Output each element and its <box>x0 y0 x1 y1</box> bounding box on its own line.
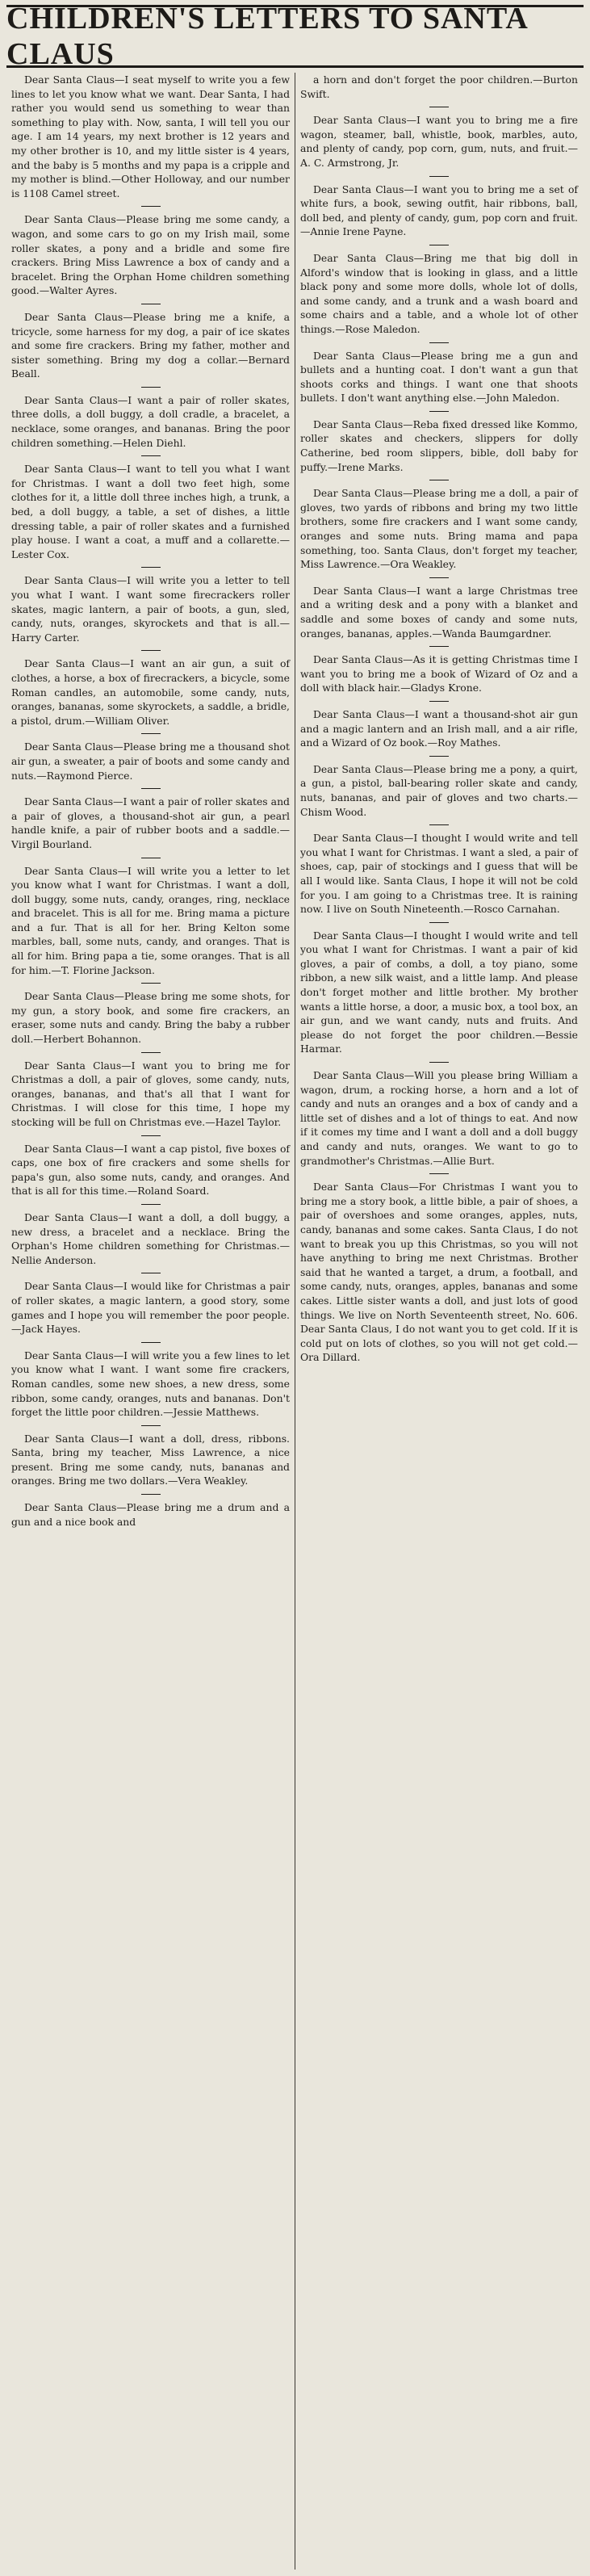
letter-separator <box>141 1342 161 1343</box>
letter-separator <box>429 756 449 757</box>
letter-separator <box>141 455 161 456</box>
letter-separator <box>429 922 449 923</box>
letter-paragraph: Dear Santa Claus—I want an air gun, a suit of clothes, a horse, a box of firecrackers, a bicycle, some Roman candles, an automobile, some candy, nuts, oranges, bananas, some skyrockets, a saddle, a bridle, a pistol, drum.—William Oliver. <box>11 657 290 727</box>
letter-separator <box>429 577 449 578</box>
letter-separator <box>429 176 449 177</box>
letter-paragraph: Dear Santa Claus—Please bring me a knife, a tricycle, some harness for my dog, a pair of ice skates and some fire crackers. Bring my father, mother and sister something. Bring my dog a collar.—Bernard Beall. <box>11 310 290 380</box>
letter-paragraph: a horn and don't forget the poor children.—Burton Swift. <box>300 73 578 100</box>
letter-paragraph: Dear Santa Claus—As it is getting Christmas time I want you to bring me a book of Wizard of Oz and a doll with black hair.—Gladys Krone. <box>300 653 578 694</box>
letter-paragraph: Dear Santa Claus—I want you to bring me a set of white furs, a book, sewing outfit, hair ribbons, ball, doll bed, and plenty of candy, gum, pop corn and fruit.—Annie Irene Payne. <box>300 183 578 238</box>
letter-paragraph: Dear Santa Claus—I will write you a letter to let you know what I want for Christmas. I want a doll, doll buggy, some nuts, candy, oranges, ring, necklace and bracelet. This is all for me. Bring mama a picture and a fur. That is all for her. Bring Kelton some marbles, ball, some nuts, candy, and oranges. That is all for him. Bring papa a tie, some oranges. That is all for him.—T. Florine Jackson. <box>11 864 290 976</box>
letter-paragraph: Dear Santa Claus—I want a large Christmas tree and a writing desk and a pony with a blanket and saddle and some boxes of candy and some nuts, oranges, bananas, apples.—Wanda Baumgardner. <box>300 584 578 640</box>
letter-paragraph: Dear Santa Claus—Please bring me a gun and bullets and a hunting coat. I don't want a gun that shoots corks and things. I want one that shoots bullets. I don't want anything else.—John Maledon. <box>300 349 578 405</box>
letter-paragraph: Dear Santa Claus—Please bring me some shots, for my gun, a story book, and some fire crackers, an eraser, some nuts and candy. Bring the baby a rubber doll.—Herbert Bohannon. <box>11 990 290 1046</box>
letter-separator <box>429 701 449 702</box>
letter-paragraph: Dear Santa Claus—Please bring me a drum and a gun and a nice book and <box>11 1501 290 1528</box>
letter-paragraph: Dear Santa Claus—I will write you a few lines to let you know what I want. I want some fire crackers, Roman candles, some new shoes, a new dress, some ribbon, some candy, oranges, nuts and bananas. Don't forget the little poor children.—Jessie Matthews. <box>11 1349 290 1419</box>
letter-paragraph: Dear Santa Claus—Please bring me some candy, a wagon, and some cars to go on my Irish mail, some roller skates, a pony and a bridle and some fire crackers. Bring Miss Lawrence a box of candy and a bracelet. Bring the Orphan Home children something good.—Walter Ayres. <box>11 213 290 297</box>
letter-paragraph: Dear Santa Claus—I thought I would write and tell you what I want for Christmas. I want a pair of kid gloves, a pair of combs, a doll, a toy piano, some ribbon, a new silk waist, and a little lamp. And please don't forget mother and little brother. My brother wants a little horse, a door, a music box, a tool box, an air gun, and we want candy, nuts and fruits. And please do not forget the poor children.—Bessie Harmar. <box>300 929 578 1055</box>
column-left <box>6 73 295 2570</box>
letter-paragraph: Dear Santa Claus—I seat myself to write you a few lines to let you know what we want. Dear Santa, I had rather you would send us something to wear than something to play with. Now, santa, I will tell you our age. I am 14 years, my next brother is 12 years and my other brother is 10, and my little sister is 4 years, and the baby is 5 months and my papa is a cripple and my mother is blind.—Other Holloway, and our number is 1108 Camel street. <box>11 73 290 199</box>
letter-paragraph: Dear Santa Claus—I want to tell you what I want for Christmas. I want a doll two feet high, some clothes for it, a little doll three inches high, a trunk, a bed, a doll buggy, a table, a set of dishes, a little dressing table, a pair of roller skates and a furnished play house. I want a coat, a muff and a collarette.—Lester Cox. <box>11 463 290 560</box>
letter-paragraph: Dear Santa Claus—I want a thousand-shot air gun and a magic lantern and an Irish mall, and a air rifle, and a Wizard of Oz book.—Roy Mathes. <box>300 707 578 749</box>
letter-separator <box>429 646 449 647</box>
headline: CHILDREN'S LETTERS TO SANTA CLAUS <box>6 5 584 68</box>
letter-paragraph: Dear Santa Claus—I thought I would write and tell you what I want for Christmas. I want a sled, a pair of shoes, cap, pair of stockings and I guess that will be all I would like. Santa Claus, I hope it will not be cold for you. I am going to a Christmas tree. It is raining now. I live on South Nineteenth.—Rosco Carnahan. <box>300 832 578 916</box>
letter-separator <box>429 1062 449 1063</box>
column-right <box>295 73 583 2570</box>
letter-separator <box>141 788 161 789</box>
letter-paragraph: Dear Santa Claus—Bring me that big doll in Alford's window that is looking in glass, and a little black pony and some more dolls, whole lot of dolls, and some candy, and a trunk and a wash board and some chairs and a table, and a whole lot of other things.—Rose Maledon. <box>300 251 578 335</box>
letter-separator <box>141 1494 161 1495</box>
letter-paragraph: Dear Santa Claus—I want a pair of roller skates and a pair of gloves, a thousand-shot air gun, a pearl handle knife, a pair of rubber boots and a saddle.—Virgil Bourland. <box>11 795 290 850</box>
letter-paragraph: Dear Santa Claus—I want a pair of roller skates, three dolls, a doll buggy, a doll cradle, a bracelet, a necklace, some oranges, and bananas. Bring the poor children something.—Helen Diehl. <box>11 393 290 449</box>
letter-paragraph: Dear Santa Claus—I want a doll, dress, ribbons. Santa, bring my teacher, Miss Lawrence, a nice present. Bring me some candy, nuts, bananas and oranges. Bring me two dollars.—Vera Weakley. <box>11 1432 290 1487</box>
letter-paragraph: Dear Santa Claus—I want you to bring me for Christmas a doll, a pair of gloves, some candy, nuts, oranges, bananas, and that's all that I want for Christmas. I will close for this time, I hope my stocking will be full on Christmas eve.—Hazel Taylor. <box>11 1059 290 1128</box>
letter-paragraph: Dear Santa Claus—I want a doll, a doll buggy, a new dress, a bracelet and a necklace. Bring the Orphan's Home children something for Christmas.—Nellie Anderson. <box>11 1210 290 1266</box>
letter-separator <box>141 1425 161 1426</box>
letter-separator <box>141 206 161 207</box>
letter-separator <box>141 1052 161 1053</box>
letter-paragraph: Dear Santa Claus—I want a cap pistol, five boxes of caps, one box of fire crackers and some shells for papa's gun, also some nuts, candy, and oranges. And that is all for this time.—Roland Soard. <box>11 1142 290 1198</box>
letter-separator <box>141 1204 161 1205</box>
letter-paragraph: Dear Santa Claus—For Christmas I want you to bring me a story book, a little bible, a pair of shoes, a pair of overshoes and some oranges, apples, nuts, candy, bananas and some cakes. Santa Claus, I do not want to break you up this Christmas, so you will not have anything to bring me next Christmas. Brother said that he wanted a target, a drum, a football, and some candy, nuts, oranges, apples, bananas and some cakes. Little sister wants a doll, and just lots of good things. We live on North Seventeenth street, No. 606. Dear Santa Claus, I do not want you to get cold. If it is cold put on lots of clothes, so you will not get cold.—Ora Dillard. <box>300 1181 578 1364</box>
letter-paragraph: Dear Santa Claus—I would like for Christmas a pair of roller skates, a magic lantern, a good story, some games and I hope you will remember the poor people.—Jack Hayes. <box>11 1280 290 1336</box>
letter-paragraph: Dear Santa Claus—Please bring me a thousand shot air gun, a sweater, a pair of boots and some candy and nuts.—Raymond Pierce. <box>11 740 290 782</box>
columns <box>6 73 584 2570</box>
letter-separator <box>141 650 161 651</box>
letter-separator <box>429 411 449 412</box>
letter-separator <box>141 567 161 568</box>
letter-separator <box>141 733 161 734</box>
letter-separator <box>141 387 161 388</box>
letter-separator <box>429 342 449 343</box>
letter-paragraph: Dear Santa Claus—I want you to bring me a fire wagon, steamer, ball, whistle, book, marbles, auto, and plenty of candy, pop corn, gum, nuts, and fruit.—A. C. Armstrong, Jr. <box>300 114 578 169</box>
letter-separator <box>141 1135 161 1136</box>
letter-paragraph: Dear Santa Claus—Please bring me a pony, a quirt, a gun, a pistol, ball-bearing roller skate and candy, nuts, bananas, and pair of gloves and two charts.—Chism Wood. <box>300 762 578 818</box>
letter-separator <box>429 1173 449 1174</box>
letter-separator <box>429 824 449 825</box>
letter-paragraph: Dear Santa Claus—I will write you a letter to tell you what I want. I want some firecrackers roller skates, magic lantern, a pair of boots, a gun, sled, candy, nuts, oranges, skyrockets and that is all.—Harry Carter. <box>11 574 290 644</box>
letter-separator <box>141 983 161 984</box>
letter-paragraph: Dear Santa Claus—Reba fixed dressed like Kommo, roller skates and checkers, slippers for dolly Catherine, bed room slippers, bible, doll baby for puffy.—Irene Marks. <box>300 417 578 473</box>
letter-paragraph: Dear Santa Claus—Please bring me a doll, a pair of gloves, two yards of ribbons and bring my two little brothers, some fire crackers and I want some candy, oranges and some nuts. Bring mama and papa something, too. Santa Claus, don't forget my teacher, Miss Lawrence.—Ora Weakley. <box>300 487 578 571</box>
letter-paragraph: Dear Santa Claus—Will you please bring William a wagon, drum, a rocking horse, a horn and a lot of candy and nuts an oranges and a box of candy and a little set of dishes and a lot of things to eat. And now if it comes my time and I want a doll and a doll buggy and candy and nuts, oranges. We want to go to grandmother's Christmas.—Allie Burt. <box>300 1069 578 1167</box>
